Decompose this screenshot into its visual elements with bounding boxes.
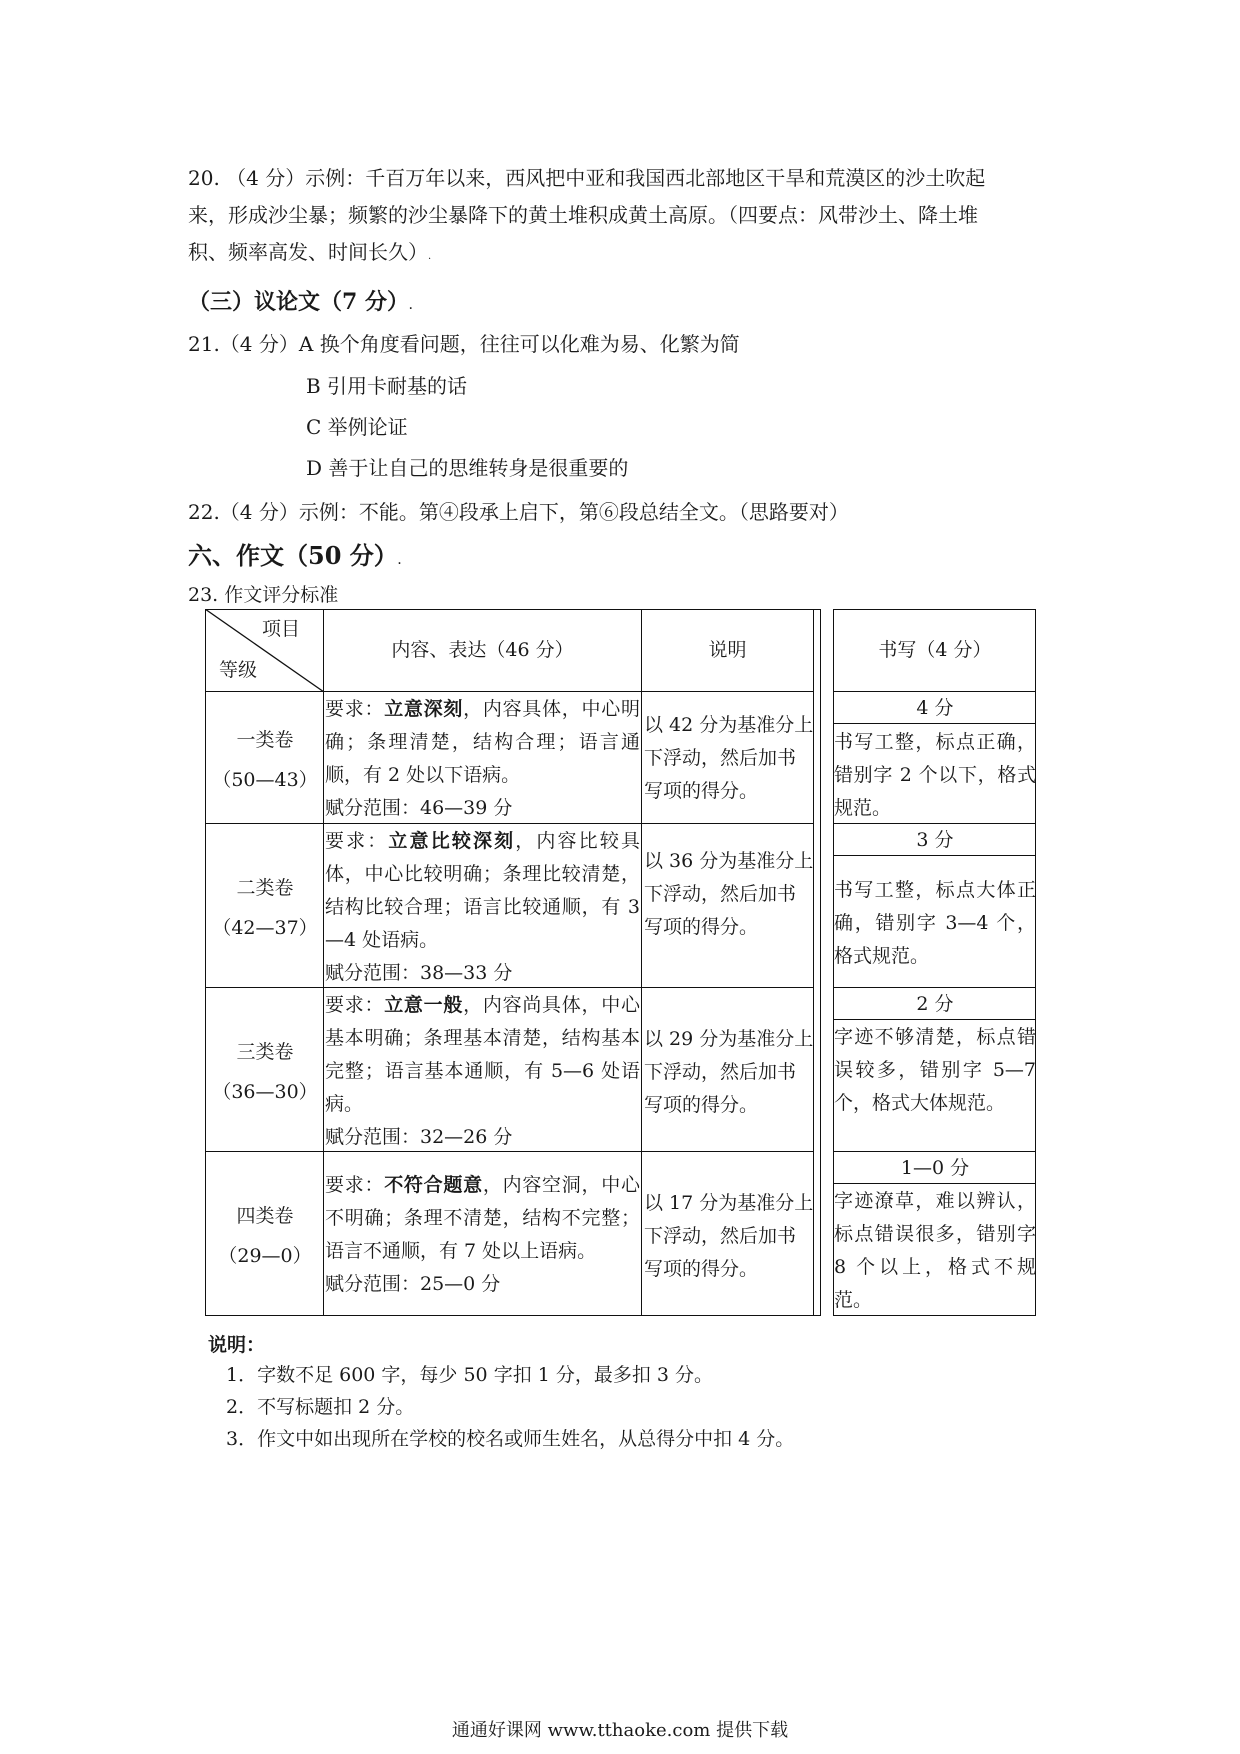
writing-desc-3: 字迹不够清楚，标点错误较多，错别字 5—7 个，格式大体规范。 bbox=[834, 1026, 1036, 1114]
requirement-4: 要求：不符合题意，内容空洞，中心不明确；条理不清楚，结构不完整；语言不通顺，有 7 处以上语病。 赋分范围：25—0 分 bbox=[325, 1174, 640, 1295]
w-divider-3 bbox=[833, 1151, 1036, 1152]
corner-bottom-label: 等级 bbox=[219, 659, 258, 681]
note-4: 以 17 分为基准分上下浮动，然后加书写项的得分。 bbox=[644, 1192, 814, 1280]
note-3: 以 29 分为基准分上下浮动，然后加书写项的得分。 bbox=[644, 1028, 814, 1116]
header-writing: 书写（4 分） bbox=[878, 639, 992, 661]
note-item-1: 1．字数不足 600 字，每少 50 字扣 1 分，最多扣 3 分。 bbox=[226, 1364, 714, 1386]
note-2: 以 36 分为基准分上下浮动，然后加书写项的得分。 bbox=[644, 850, 814, 938]
page-footer: 通通好课网 www.tthaoke.com 提供下载 bbox=[451, 1720, 789, 1741]
grade-range-2: （42—37） bbox=[212, 917, 318, 939]
w-divider-2 bbox=[833, 987, 1036, 988]
w-divider-1a bbox=[833, 723, 1036, 724]
requirement-1: 要求：立意深刻，内容具体，中心明确；条理清楚，结构合理；语言通顺，有 2 处以下语病。 赋分范围：46—39 分 bbox=[325, 698, 640, 819]
writing-desc-4: 字迹潦草，难以辨认，标点错误很多，错别字 8 个以上，格式不规范。 bbox=[834, 1190, 1036, 1311]
q21-lead: 21.（4 分） bbox=[188, 332, 299, 356]
corner-top-label: 项目 bbox=[262, 618, 301, 640]
question-20 bbox=[188, 160, 1058, 275]
grade-range-3: （36—30） bbox=[212, 1081, 318, 1103]
q21-option-c: C 举例论证 bbox=[306, 415, 408, 439]
col-divider-2 bbox=[641, 609, 642, 1316]
q20-line2: 来，形成沙尘暴；频繁的沙尘暴降下的黄土堆积成黄土高原。（四要点：风带沙土、降土堆 bbox=[188, 203, 978, 227]
writing-score-4: 1—0 分 bbox=[900, 1157, 970, 1179]
section-title-composition: 六、作文（50 分）. bbox=[188, 541, 402, 570]
note-item-3: 3．作文中如出现所在学校的校名或师生姓名，从总得分中扣 4 分。 bbox=[226, 1428, 795, 1450]
q20-line3: 积、频率高发、时间长久）. bbox=[188, 240, 432, 264]
question-22: 22.（4 分）示例：不能。第④段承上启下，第⑥段总结全文。（思路要对） bbox=[188, 500, 849, 524]
question-21 bbox=[188, 328, 740, 357]
writing-desc-1: 书写工整，标点正确，错别字 2 个以下，格式规范。 bbox=[834, 731, 1036, 819]
writing-score-2: 3 分 bbox=[916, 829, 954, 851]
grade-range-1: （50—43） bbox=[212, 769, 318, 791]
w-divider-3a bbox=[833, 1019, 1036, 1020]
grade-name-3: 三类卷 bbox=[236, 1041, 294, 1063]
note-item-2: 2．不写标题扣 2 分。 bbox=[226, 1396, 415, 1418]
requirement-2: 要求：立意比较深刻，内容比较具体，中心比较明确；条理比较清楚，结构比较合理；语言比较通顺，有 3—4 处语病。 赋分范围：38—33 分 bbox=[325, 830, 640, 984]
w-divider-header bbox=[833, 691, 1036, 692]
note-1: 以 42 分为基准分上下浮动，然后加书写项的得分。 bbox=[644, 714, 814, 802]
question-23: 23. 作文评分标准 bbox=[188, 584, 339, 606]
w-divider-2a bbox=[833, 855, 1036, 856]
requirement-3: 要求：立意一般，内容尚具体，中心基本明确；条理基本清楚，结构基本完整；语言基本通顺，有 5—6 处语病。 赋分范围：32—26 分 bbox=[325, 994, 640, 1148]
w-divider-4a bbox=[833, 1183, 1036, 1184]
q20-line1: 20. （4 分）示例：千百万年以来，西风把中亚和我国西北部地区干旱和荒漠区的沙土吹起 bbox=[188, 166, 986, 190]
header-content: 内容、表达（46 分） bbox=[391, 639, 574, 661]
grade-name-1: 一类卷 bbox=[236, 729, 294, 751]
section-title-argumentative: （三）议论文（7 分）. bbox=[188, 289, 413, 315]
writing-score-3: 2 分 bbox=[916, 993, 954, 1015]
q21-option-a: A 换个角度看问题，往往可以化难为易、化繁为简 bbox=[298, 332, 740, 356]
grade-name-4: 四类卷 bbox=[236, 1205, 294, 1227]
grade-name-2: 二类卷 bbox=[236, 877, 294, 899]
writing-desc-2: 书写工整，标点大体正确，错别字 3—4 个，格式规范。 bbox=[834, 879, 1036, 967]
writing-score-1: 4 分 bbox=[916, 697, 954, 719]
q21-option-d: D 善于让自己的思维转身是很重要的 bbox=[306, 456, 629, 480]
notes-title: 说明： bbox=[208, 1334, 266, 1356]
q21-option-b: B 引用卡耐基的话 bbox=[306, 374, 468, 398]
header-note: 说明 bbox=[708, 639, 747, 661]
grade-range-4: （29—0） bbox=[218, 1245, 312, 1267]
